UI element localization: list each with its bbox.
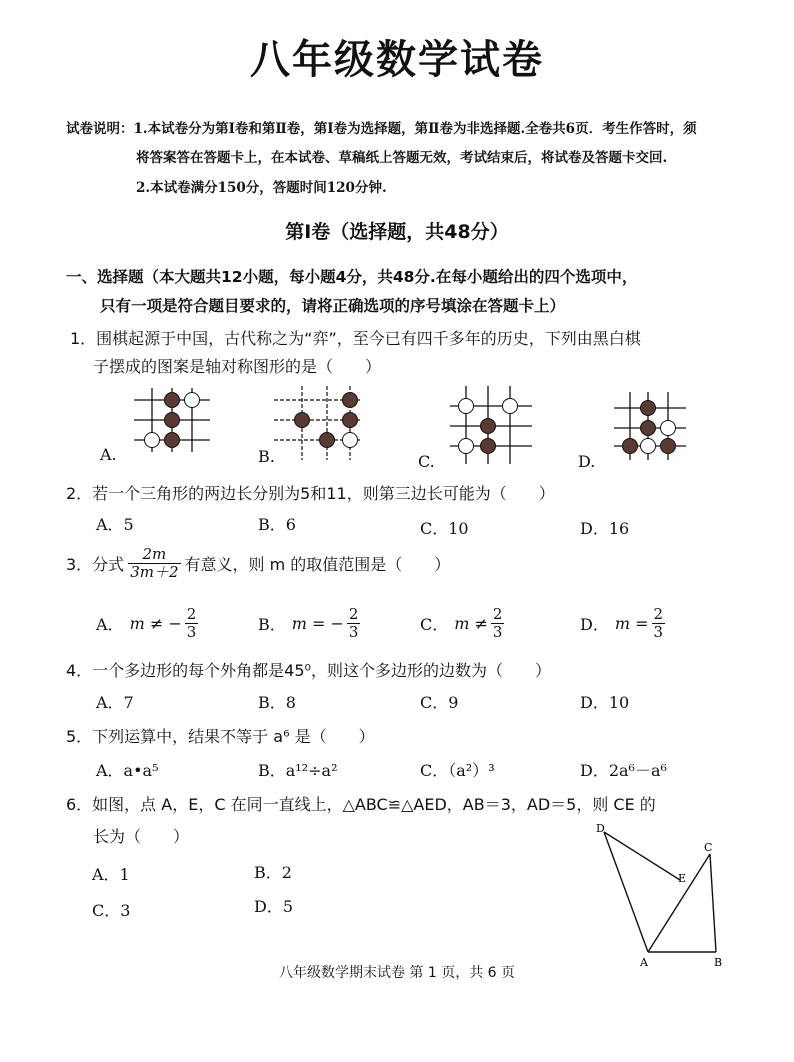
segment-ac (648, 854, 710, 952)
fraction-denominator: 3 (348, 623, 359, 642)
part-one-heading-line-2: 只有一项是符合题目要求的，请将正确选项的序号填涂在答题卡上） (100, 297, 566, 315)
option-expression: m = (614, 614, 649, 634)
question-1-option-b[interactable]: B. (258, 447, 275, 466)
question-3-option-c[interactable] (420, 606, 504, 642)
question-2-option-b[interactable]: B．6 (258, 515, 296, 534)
question-6-option-c[interactable]: C．3 (92, 901, 131, 920)
go-pattern-c (448, 386, 534, 464)
option-expression: m ≠ − (129, 614, 182, 634)
question-3-fraction-denominator: 3m＋2 (130, 563, 179, 582)
question-5-option-a[interactable]: A．a•a⁵ (96, 761, 159, 780)
question-4-option-c[interactable]: C．9 (420, 693, 459, 712)
point-label-c: C (704, 841, 713, 854)
option-fraction (652, 606, 666, 642)
question-4-option-d[interactable]: D．10 (580, 693, 630, 712)
fraction-denominator: 3 (653, 623, 664, 642)
option-label: C． (420, 615, 449, 635)
segment-da (604, 832, 648, 952)
question-6-line-1: 6．如图，点 A，E，C 在同一直线上，△ABC≌△AED，AB＝3，AD＝5，则 CE 的 (66, 795, 656, 814)
question-6-option-d[interactable]: D．5 (254, 897, 294, 916)
go-pattern-d (612, 392, 688, 460)
question-3-suffix: 有意义，则 m 的取值范围是（ ） (184, 555, 451, 575)
question-3-prefix: 3．分式 (66, 555, 125, 575)
fraction-numerator: 2 (492, 605, 503, 623)
question-4-option-a[interactable]: A．7 (96, 693, 134, 712)
question-3-fraction (128, 546, 180, 582)
page-footer: 八年级数学期末试卷 第 1 页，共 6 页 (278, 965, 516, 981)
question-6-option-a[interactable]: A．1 (92, 865, 130, 884)
option-label: A． (96, 615, 124, 635)
question-2-option-c[interactable]: C．10 (420, 519, 469, 538)
question-1-line-2: 子摆成的图案是轴对称图形的是（ ） (93, 357, 382, 376)
fraction-numerator: 2 (653, 605, 664, 623)
go-pattern-b (272, 386, 362, 460)
question-3-option-b[interactable] (258, 606, 360, 642)
point-label-b: B (714, 956, 723, 969)
instructions-line-1: 试卷说明：1.本试卷分为第Ⅰ卷和第Ⅱ卷，第Ⅰ卷为选择题，第Ⅱ卷为非选择题.全卷共6页．考生作答时，须 (66, 121, 697, 137)
question-2-option-a[interactable]: A．5 (96, 515, 134, 534)
fraction-denominator: 3 (492, 623, 503, 642)
option-label: B． (258, 615, 286, 635)
question-2-option-d[interactable]: D．16 (580, 519, 630, 538)
exam-title: 八年级数学试卷 (250, 37, 544, 83)
question-5-option-c[interactable]: C．（a²）³ (420, 761, 495, 780)
go-pattern-a (132, 388, 212, 452)
question-3-fraction-numerator: 2m (128, 546, 180, 564)
question-2-stem: 2．若一个三角形的两边长分别为5和11，则第三边长可能为（ ） (66, 484, 555, 503)
fraction-denominator: 3 (186, 623, 197, 642)
part-one-heading-line-1: 一、选择题（本大题共12小题，每小题4分，共48分.在每小题给出的四个选项中， (66, 268, 638, 286)
question-6-option-b[interactable]: B．2 (254, 863, 292, 882)
instructions-line-3: 2.本试卷满分150分，答题时间120分钟. (136, 180, 387, 196)
question-4-stem: 4．一个多边形的每个外角都是45⁰，则这个多边形的边数为（ ） (66, 661, 551, 680)
point-label-e: E (678, 872, 687, 885)
question-4-option-b[interactable]: B．8 (258, 693, 296, 712)
question-5-option-b[interactable]: B．a¹²÷a² (258, 761, 338, 780)
question-5-stem: 5．下列运算中，结果不等于 a⁶ 是（ ） (66, 727, 375, 746)
instructions-line-2: 将答案答在答题卡上，在本试卷、草稿纸上答题无效，考试结束后，将试卷及答题卡交回. (136, 150, 668, 166)
point-label-a: A (640, 956, 648, 969)
question-1-line-1: 1．围棋起源于中国，古代称之为“弈”，至今已有四千多年的历史，下列由黑白棋 (70, 329, 641, 348)
question-1-option-d[interactable]: D. (578, 452, 596, 471)
segment-de (604, 832, 680, 880)
segment-bc (710, 854, 716, 952)
option-fraction (185, 606, 199, 642)
question-1-option-c[interactable]: C. (418, 452, 435, 471)
question-1-option-a[interactable]: A. (100, 445, 117, 464)
option-fraction (347, 606, 361, 642)
question-3-stem (66, 546, 450, 582)
question-6-line-2: 长为（ ） (93, 827, 190, 846)
question-3-option-d[interactable] (580, 606, 665, 642)
triangle-figure (592, 820, 732, 970)
fraction-numerator: 2 (348, 605, 359, 623)
point-label-d: D (596, 822, 605, 835)
option-fraction (491, 606, 505, 642)
option-expression: m ≠ (454, 614, 488, 634)
section-title: 第Ⅰ卷（选择题，共48分） (285, 221, 509, 243)
fraction-numerator: 2 (186, 605, 197, 623)
option-expression: m = − (291, 614, 344, 634)
question-5-option-d[interactable]: D．2a⁶－a⁶ (580, 761, 667, 780)
option-label: D． (580, 615, 609, 635)
question-3-option-a[interactable] (96, 606, 198, 642)
